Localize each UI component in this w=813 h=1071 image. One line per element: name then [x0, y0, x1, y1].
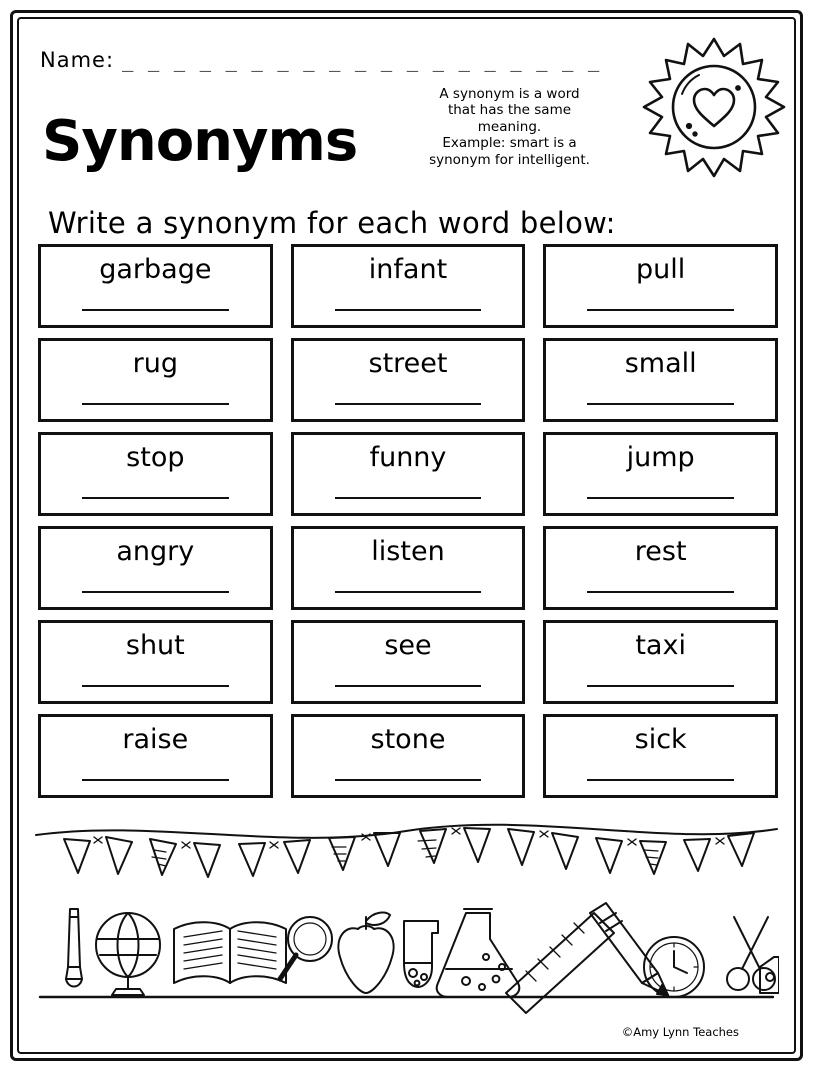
word-cell[interactable] — [543, 432, 778, 516]
word-cell[interactable] — [543, 620, 778, 704]
word-label: rest — [634, 536, 687, 567]
name-row — [40, 48, 601, 72]
answer-line[interactable] — [82, 309, 228, 311]
word-label: angry — [116, 536, 195, 567]
page-title: Synonyms — [42, 109, 358, 174]
word-cell[interactable] — [291, 526, 526, 610]
word-cell[interactable] — [38, 620, 273, 704]
word-label: taxi — [635, 630, 686, 661]
word-grid — [38, 244, 778, 798]
answer-line[interactable] — [335, 403, 481, 405]
word-cell[interactable] — [38, 432, 273, 516]
answer-line[interactable] — [82, 403, 228, 405]
answer-line[interactable] — [587, 309, 733, 311]
word-cell[interactable] — [38, 244, 273, 328]
answer-line[interactable] — [82, 779, 228, 781]
word-cell[interactable] — [291, 244, 526, 328]
word-cell[interactable] — [291, 432, 526, 516]
answer-line[interactable] — [587, 497, 733, 499]
definition-line-2: that has the same — [447, 102, 572, 119]
word-label: funny — [369, 442, 447, 473]
answer-line[interactable] — [335, 685, 481, 687]
word-label: garbage — [99, 254, 212, 285]
word-label: jump — [626, 442, 695, 473]
word-label: street — [368, 348, 448, 379]
word-label: small — [624, 348, 697, 379]
definition-line-1: A synonym is a word — [439, 86, 580, 102]
worksheet-content — [30, 28, 783, 1045]
answer-line[interactable] — [587, 591, 733, 593]
word-label: infant — [368, 254, 448, 285]
word-label: stop — [126, 442, 185, 473]
copyright-credit: ©Amy Lynn Teaches — [621, 1025, 739, 1039]
word-label: raise — [122, 724, 189, 755]
word-cell[interactable] — [543, 714, 778, 798]
answer-line[interactable] — [335, 309, 481, 311]
word-cell[interactable] — [291, 714, 526, 798]
answer-line[interactable] — [82, 685, 228, 687]
name-write-line[interactable]: _ _ _ _ _ _ _ _ _ _ _ _ _ _ _ _ _ _ _ — [122, 50, 601, 72]
word-cell[interactable] — [291, 620, 526, 704]
definition-line-5: synonym for intelligent. — [429, 151, 590, 168]
word-label: see — [384, 630, 432, 661]
answer-line[interactable] — [587, 685, 733, 687]
word-label: sick — [634, 724, 687, 755]
name-label: Name: — [40, 48, 115, 72]
word-label: stone — [370, 724, 446, 755]
instruction-text: Write a synonym for each word below: — [48, 206, 616, 240]
answer-line[interactable] — [587, 403, 733, 405]
answer-line[interactable] — [82, 497, 228, 499]
word-cell[interactable] — [38, 714, 273, 798]
answer-line[interactable] — [335, 497, 481, 499]
sun-heart-badge-icon — [639, 34, 789, 184]
answer-line[interactable] — [335, 779, 481, 781]
word-label: shut — [125, 630, 185, 661]
word-cell[interactable] — [38, 526, 273, 610]
footer-illustration — [34, 817, 779, 1017]
word-cell[interactable] — [543, 526, 778, 610]
definition-line-3: meaning. — [477, 118, 542, 135]
answer-line[interactable] — [335, 591, 481, 593]
word-label: pull — [636, 254, 686, 285]
word-label: rug — [132, 348, 178, 379]
word-cell[interactable] — [38, 338, 273, 422]
definition-line-4: Example: smart is a — [442, 135, 577, 152]
definition-block — [402, 86, 617, 168]
word-cell[interactable] — [543, 244, 778, 328]
word-cell[interactable] — [291, 338, 526, 422]
answer-line[interactable] — [82, 591, 228, 593]
answer-line[interactable] — [587, 779, 733, 781]
word-cell[interactable] — [543, 338, 778, 422]
word-label: listen — [371, 536, 445, 567]
